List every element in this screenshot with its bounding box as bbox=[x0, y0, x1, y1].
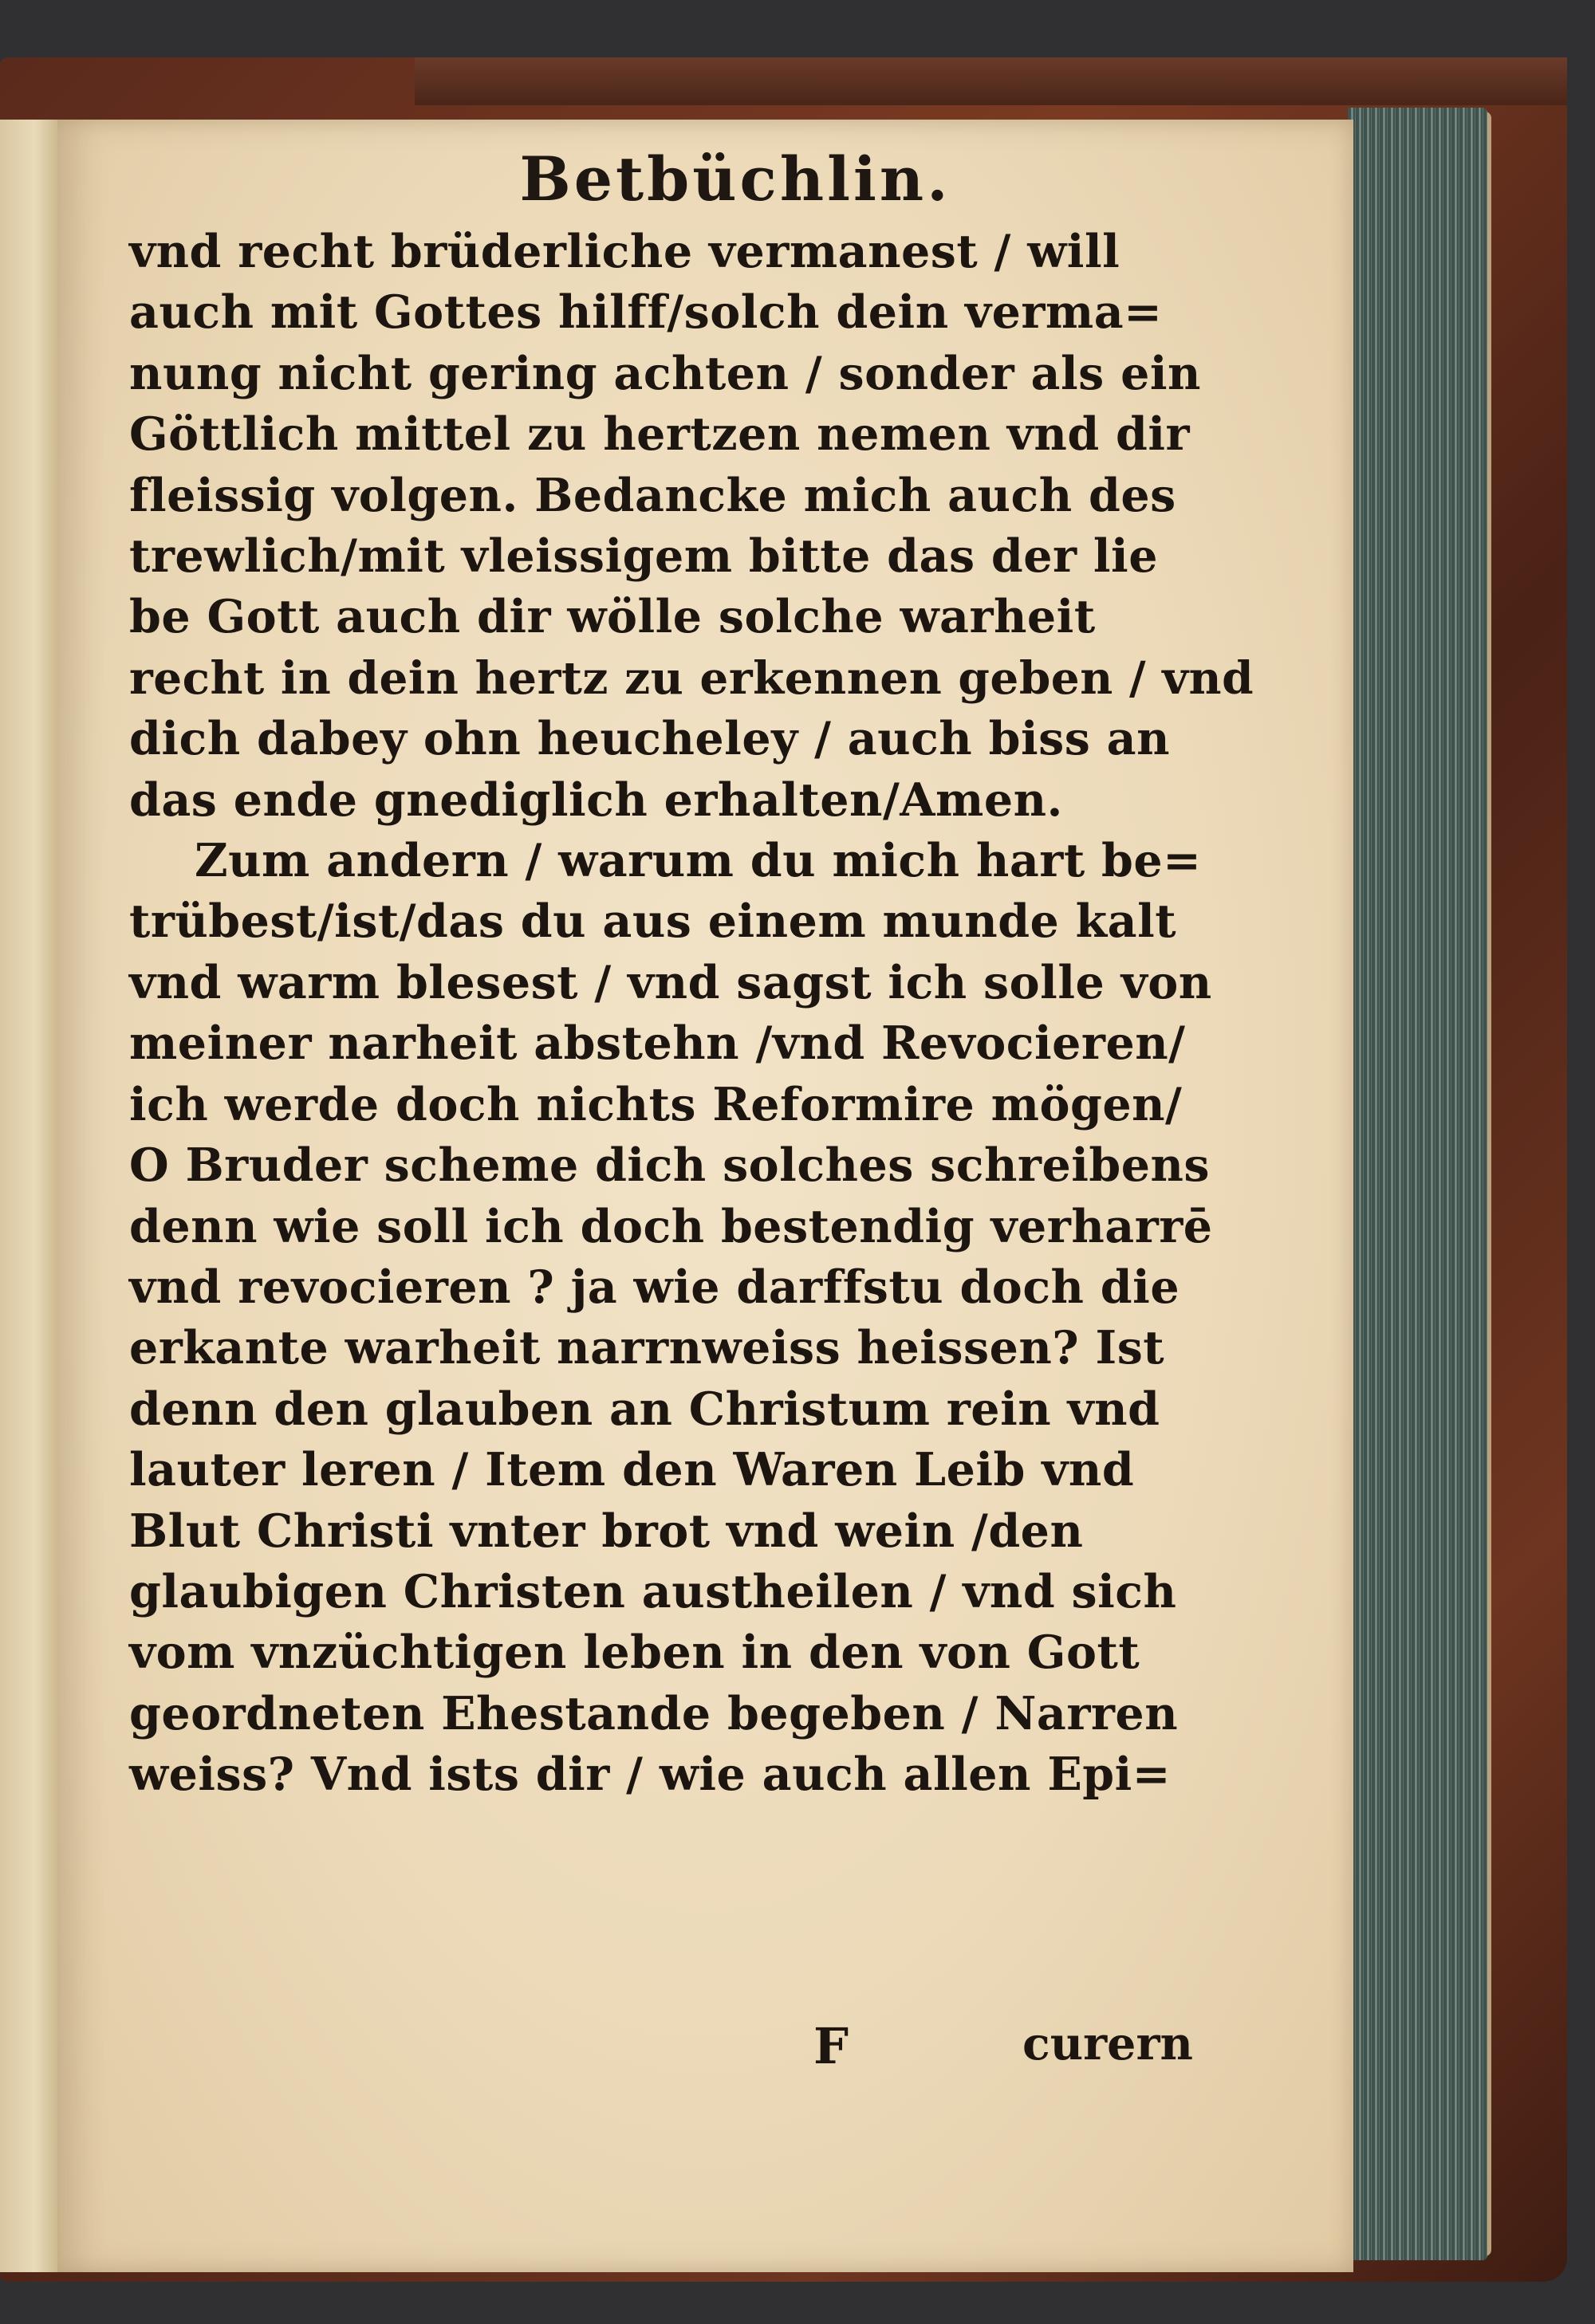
text-line: Blut Christi vnter brot vnd wein /den bbox=[129, 1504, 1084, 1558]
text-line: geordneten Ehestande begeben / Narren bbox=[129, 1686, 1179, 1740]
text-line: meiner narheit abstehn /vnd Revocieren/ bbox=[129, 1017, 1186, 1071]
page-footer bbox=[57, 2017, 1353, 2097]
text-line: glaubigen Christen austheilen / vnd sich bbox=[129, 1564, 1177, 1618]
running-head: Betbüchlin. bbox=[519, 144, 951, 214]
text-line: denn wie soll ich doch bestendig verharrē bbox=[129, 1199, 1213, 1253]
cover-edge bbox=[415, 57, 1567, 105]
text-line: vom vnzüchtigen leben in den von Gott bbox=[129, 1626, 1140, 1680]
text-line: auch mit Gottes hilff/solch dein verma= bbox=[129, 285, 1163, 340]
text-line: lauter leren / Item den Waren Leib vnd bbox=[129, 1443, 1135, 1497]
page-stack-edges bbox=[1348, 108, 1487, 2260]
text-line: be Gott auch dir wölle solche warheit bbox=[129, 590, 1096, 644]
text-line: weiss? Vnd ists dir / wie auch allen Epi= bbox=[129, 1748, 1172, 1802]
book-page bbox=[57, 120, 1353, 2272]
text-line: fleissig volgen. Bedancke mich auch des bbox=[129, 468, 1176, 522]
paragraph-start-line: Zum andern / warum du mich hart be= bbox=[195, 834, 1202, 888]
text-line: dich dabey ohn heucheley / auch biss an bbox=[129, 712, 1171, 766]
text-line: trewlich/mit vleissigem bitte das der lie bbox=[129, 529, 1158, 584]
facing-page-edge bbox=[0, 120, 57, 2272]
text-line: trübest/ist/das du aus einem munde kalt bbox=[129, 895, 1177, 949]
text-line: das ende gnediglich erhalten/Amen. bbox=[129, 773, 1063, 827]
text-line: erkante warheit narrnweiss heissen? Ist bbox=[129, 1321, 1165, 1375]
text-line: ich werde doch nichts Reformire mögen/ bbox=[129, 1077, 1183, 1131]
signature-mark: F bbox=[813, 2017, 849, 2075]
text-line: denn den glauben an Christum rein vnd bbox=[129, 1382, 1160, 1436]
text-line: Göttlich mittel zu hertzen nemen vnd dir bbox=[129, 407, 1191, 462]
text-line: recht in dein hertz zu erkennen geben / vnd bbox=[129, 651, 1254, 705]
page-text bbox=[129, 222, 1254, 1806]
text-line: vnd warm blesest / vnd sagst ich solle von bbox=[129, 955, 1212, 1009]
text-line: nung nicht gering achten / sonder als ein bbox=[129, 346, 1201, 400]
catchword: curern bbox=[1022, 2017, 1193, 2070]
text-line: vnd recht brüderliche vermanest / will bbox=[129, 225, 1120, 278]
text-line: vnd revocieren ? ja wie darffstu doch die bbox=[129, 1260, 1180, 1314]
text-line: O Bruder scheme dich solches schreibens bbox=[129, 1138, 1211, 1193]
